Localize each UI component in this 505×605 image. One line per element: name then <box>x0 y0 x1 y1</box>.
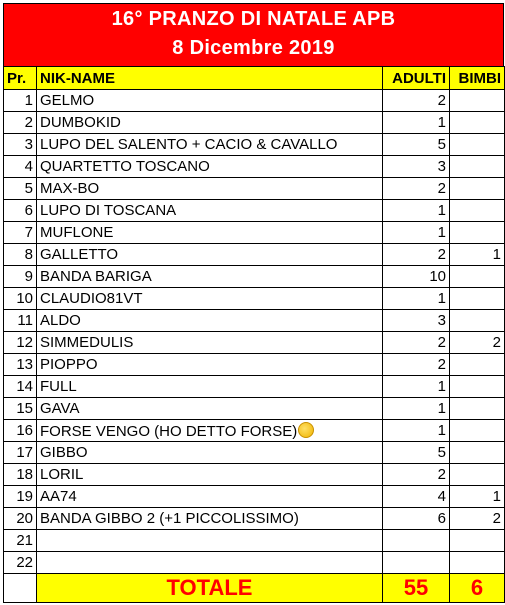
row-children-cell[interactable] <box>450 530 505 552</box>
row-nickname-cell[interactable] <box>37 508 383 530</box>
row-number-cell-text: 6 <box>24 202 33 219</box>
row-nickname-cell-text: LUPO DI TOSCANA <box>40 202 177 219</box>
row-children-cell[interactable] <box>450 244 505 266</box>
row-nickname-cell[interactable] <box>37 552 383 574</box>
row-nickname-cell[interactable] <box>37 244 383 266</box>
row-number-cell[interactable] <box>4 134 37 156</box>
row-children-cell-text: 1 <box>492 246 501 263</box>
row-adults-cell-text: 2 <box>437 356 446 373</box>
row-number-cell[interactable] <box>4 90 37 112</box>
row-nickname-cell[interactable] <box>37 354 383 376</box>
row-number-cell-text: 8 <box>24 246 33 263</box>
row-nickname-cell[interactable] <box>37 486 383 508</box>
thinking-face-emoji-icon <box>298 422 314 438</box>
table-row <box>4 530 505 552</box>
table-row <box>4 552 505 574</box>
row-adults-cell-text: 2 <box>437 334 446 351</box>
table-row <box>4 244 505 266</box>
table-row <box>4 90 505 112</box>
row-number-cell[interactable] <box>4 376 37 398</box>
row-children-cell[interactable] <box>450 442 505 464</box>
row-number-cell[interactable] <box>4 310 37 332</box>
header-cell-number[interactable]: Pr. <box>4 67 37 90</box>
row-adults-cell-text: 2 <box>437 180 446 197</box>
row-children-cell[interactable] <box>450 552 505 574</box>
row-nickname-cell-text: MUFLONE <box>40 224 114 241</box>
row-children-cell[interactable] <box>450 310 505 332</box>
row-adults-cell[interactable] <box>383 112 450 134</box>
row-number-cell-text: 1 <box>24 92 33 109</box>
row-number-cell[interactable] <box>4 508 37 530</box>
header-row <box>4 67 505 90</box>
row-nickname-cell-text: LUPO DEL SALENTO + CACIO & CAVALLO <box>40 136 338 153</box>
row-children-cell[interactable] <box>450 398 505 420</box>
row-children-cell[interactable] <box>450 156 505 178</box>
table-row <box>4 134 505 156</box>
row-nickname-cell-text: LORIL <box>40 466 84 483</box>
row-adults-cell[interactable] <box>383 156 450 178</box>
row-number-cell[interactable] <box>4 178 37 200</box>
row-adults-cell[interactable] <box>383 222 450 244</box>
table-row <box>4 376 505 398</box>
table-row <box>4 420 505 442</box>
row-number-cell-text: 11 <box>17 312 33 329</box>
row-adults-cell-text: 10 <box>429 268 446 285</box>
title-banner[interactable] <box>3 3 504 66</box>
row-nickname-cell-text: SIMMEDULIS <box>40 334 134 351</box>
row-adults-cell[interactable] <box>383 376 450 398</box>
row-nickname-cell-text: GIBBO <box>40 444 88 461</box>
row-children-cell[interactable] <box>450 178 505 200</box>
row-number-cell[interactable] <box>4 530 37 552</box>
row-number-cell-text: 3 <box>24 136 33 153</box>
row-nickname-cell[interactable] <box>37 288 383 310</box>
row-children-cell[interactable] <box>450 222 505 244</box>
row-adults-cell[interactable] <box>383 552 450 574</box>
row-nickname-cell-text: GALLETTO <box>40 246 119 263</box>
row-number-cell[interactable] <box>4 222 37 244</box>
row-number-cell[interactable] <box>4 442 37 464</box>
row-nickname-cell-text: FULL <box>40 378 77 395</box>
row-adults-cell[interactable] <box>383 332 450 354</box>
row-nickname-cell[interactable] <box>37 310 383 332</box>
row-adults-cell[interactable] <box>383 178 450 200</box>
row-nickname-cell[interactable] <box>37 464 383 486</box>
row-adults-cell-text: 1 <box>437 290 446 307</box>
row-number-cell-text: 4 <box>24 158 33 175</box>
table-row <box>4 398 505 420</box>
row-adults-cell[interactable] <box>383 530 450 552</box>
table-row <box>4 288 505 310</box>
row-number-cell-text: 7 <box>24 224 33 241</box>
row-adults-cell[interactable] <box>383 398 450 420</box>
row-nickname-cell[interactable] <box>37 530 383 552</box>
row-nickname-cell-text: MAX-BO <box>40 180 100 197</box>
row-number-cell[interactable] <box>4 266 37 288</box>
row-number-cell[interactable] <box>4 486 37 508</box>
row-adults-cell[interactable] <box>383 134 450 156</box>
row-number-cell[interactable] <box>4 420 37 442</box>
total-adults[interactable]: 55 <box>383 574 450 603</box>
row-adults-cell[interactable] <box>383 486 450 508</box>
total-label[interactable]: TOTALE <box>37 574 383 603</box>
row-children-cell[interactable] <box>450 486 505 508</box>
row-number-cell-text: 20 <box>16 510 33 527</box>
row-children-cell-text: 1 <box>492 488 501 505</box>
row-number-cell-text: 5 <box>24 180 33 197</box>
row-adults-cell[interactable] <box>383 310 450 332</box>
row-children-cell[interactable] <box>450 464 505 486</box>
row-adults-cell[interactable] <box>383 442 450 464</box>
row-adults-cell-text: 6 <box>437 510 446 527</box>
row-number-cell-text: 22 <box>16 554 33 571</box>
row-adults-cell[interactable] <box>383 266 450 288</box>
table-row <box>4 156 505 178</box>
row-nickname-cell-text: GELMO <box>40 92 95 109</box>
row-children-cell-text: 2 <box>492 510 501 527</box>
row-number-cell-text: 19 <box>16 488 33 505</box>
row-children-cell-text: 2 <box>492 334 501 351</box>
table-row <box>4 464 505 486</box>
row-adults-cell-text: 3 <box>437 158 446 175</box>
row-nickname-cell-text: PIOPPO <box>40 356 98 373</box>
row-number-cell[interactable] <box>4 156 37 178</box>
table-row <box>4 266 505 288</box>
header-cell-nickname[interactable]: NIK-NAME <box>37 67 383 90</box>
total-children[interactable]: 6 <box>450 574 505 603</box>
row-number-cell[interactable] <box>4 200 37 222</box>
row-number-cell-text: 2 <box>24 114 33 131</box>
table-row <box>4 442 505 464</box>
row-nickname-cell-text: FORSE VENGO (HO DETTO FORSE) <box>40 422 298 440</box>
row-nickname-cell[interactable] <box>37 222 383 244</box>
row-nickname-cell[interactable] <box>37 332 383 354</box>
row-nickname-cell-text: GAVA <box>40 400 80 417</box>
event-date: 8 Dicembre 2019 <box>172 37 335 59</box>
row-nickname-cell[interactable] <box>37 420 383 442</box>
row-children-cell[interactable] <box>450 90 505 112</box>
row-number-cell-text: 15 <box>16 400 33 417</box>
row-nickname-cell[interactable] <box>37 112 383 134</box>
total-row <box>4 574 505 603</box>
row-adults-cell-text: 1 <box>437 202 446 219</box>
row-number-cell-text: 10 <box>16 290 33 307</box>
row-number-cell-text: 12 <box>16 334 33 351</box>
row-children-cell[interactable] <box>450 332 505 354</box>
row-adults-cell[interactable] <box>383 464 450 486</box>
row-children-cell[interactable] <box>450 354 505 376</box>
row-nickname-cell-text: DUMBOKID <box>40 114 121 131</box>
attendee-table <box>3 66 505 603</box>
row-number-cell[interactable] <box>4 354 37 376</box>
row-nickname-cell[interactable] <box>37 90 383 112</box>
row-adults-cell[interactable] <box>383 508 450 530</box>
table-row <box>4 354 505 376</box>
row-adults-cell-text: 4 <box>437 488 446 505</box>
table-row <box>4 222 505 244</box>
row-adults-cell-text: 3 <box>437 312 446 329</box>
row-number-cell-text: 16 <box>16 422 33 439</box>
row-nickname-cell[interactable] <box>37 200 383 222</box>
row-adults-cell-text: 1 <box>437 400 446 417</box>
row-nickname-cell[interactable] <box>37 376 383 398</box>
row-children-cell[interactable] <box>450 420 505 442</box>
row-number-cell-text: 17 <box>16 444 33 461</box>
row-nickname-cell-text: BANDA GIBBO 2 (+1 PICCOLISSIMO) <box>40 510 299 527</box>
row-adults-cell-text: 5 <box>437 444 446 461</box>
row-number-cell[interactable] <box>4 398 37 420</box>
table-body <box>4 90 505 574</box>
row-children-cell[interactable] <box>450 508 505 530</box>
row-number-cell-text: 14 <box>16 378 33 395</box>
row-nickname-cell-text: CLAUDIO81VT <box>40 290 143 307</box>
total-empty-cell[interactable] <box>4 574 37 603</box>
row-children-cell[interactable] <box>450 112 505 134</box>
row-nickname-cell-text: AA74 <box>40 488 77 505</box>
row-number-cell[interactable] <box>4 332 37 354</box>
row-adults-cell-text: 2 <box>437 466 446 483</box>
row-nickname-cell[interactable] <box>37 178 383 200</box>
row-children-cell[interactable] <box>450 134 505 156</box>
row-nickname-cell[interactable] <box>37 266 383 288</box>
row-adults-cell[interactable] <box>383 354 450 376</box>
table-row <box>4 332 505 354</box>
row-adults-cell-text: 5 <box>437 136 446 153</box>
row-nickname-cell-text: ALDO <box>40 312 81 329</box>
row-adults-cell-text: 1 <box>437 114 446 131</box>
row-nickname-cell[interactable] <box>37 398 383 420</box>
row-number-cell[interactable] <box>4 288 37 310</box>
row-nickname-cell[interactable] <box>37 442 383 464</box>
row-adults-cell-text: 1 <box>437 224 446 241</box>
row-children-cell[interactable] <box>450 376 505 398</box>
table-row <box>4 310 505 332</box>
row-children-cell[interactable] <box>450 288 505 310</box>
table-row <box>4 112 505 134</box>
row-nickname-cell[interactable] <box>37 156 383 178</box>
row-adults-cell-text: 2 <box>437 246 446 263</box>
row-adults-cell[interactable] <box>383 90 450 112</box>
row-number-cell-text: 9 <box>24 268 33 285</box>
row-number-cell[interactable] <box>4 552 37 574</box>
row-number-cell[interactable] <box>4 112 37 134</box>
row-nickname-cell[interactable] <box>37 134 383 156</box>
header-cell-children[interactable]: BIMBI <box>450 67 505 90</box>
spreadsheet <box>3 3 504 603</box>
event-title: 16° PRANZO DI NATALE APB <box>111 8 396 30</box>
table-row <box>4 200 505 222</box>
row-number-cell-text: 21 <box>16 532 33 549</box>
row-adults-cell[interactable] <box>383 244 450 266</box>
table-row <box>4 178 505 200</box>
row-number-cell-text: 13 <box>16 356 33 373</box>
row-number-cell-text: 18 <box>16 466 33 483</box>
row-adults-cell[interactable] <box>383 288 450 310</box>
row-number-cell[interactable] <box>4 464 37 486</box>
row-number-cell[interactable] <box>4 244 37 266</box>
header-cell-adults[interactable]: ADULTI <box>383 67 450 90</box>
row-children-cell[interactable] <box>450 200 505 222</box>
row-adults-cell[interactable] <box>383 420 450 442</box>
table-row <box>4 508 505 530</box>
row-nickname-cell-text: QUARTETTO TOSCANO <box>40 158 210 175</box>
row-adults-cell[interactable] <box>383 200 450 222</box>
row-adults-cell-text: 1 <box>437 378 446 395</box>
row-nickname-cell-text: BANDA BARIGA <box>40 268 152 285</box>
row-adults-cell-text: 2 <box>437 92 446 109</box>
table-row <box>4 486 505 508</box>
row-adults-cell-text: 1 <box>437 422 446 439</box>
row-children-cell[interactable] <box>450 266 505 288</box>
